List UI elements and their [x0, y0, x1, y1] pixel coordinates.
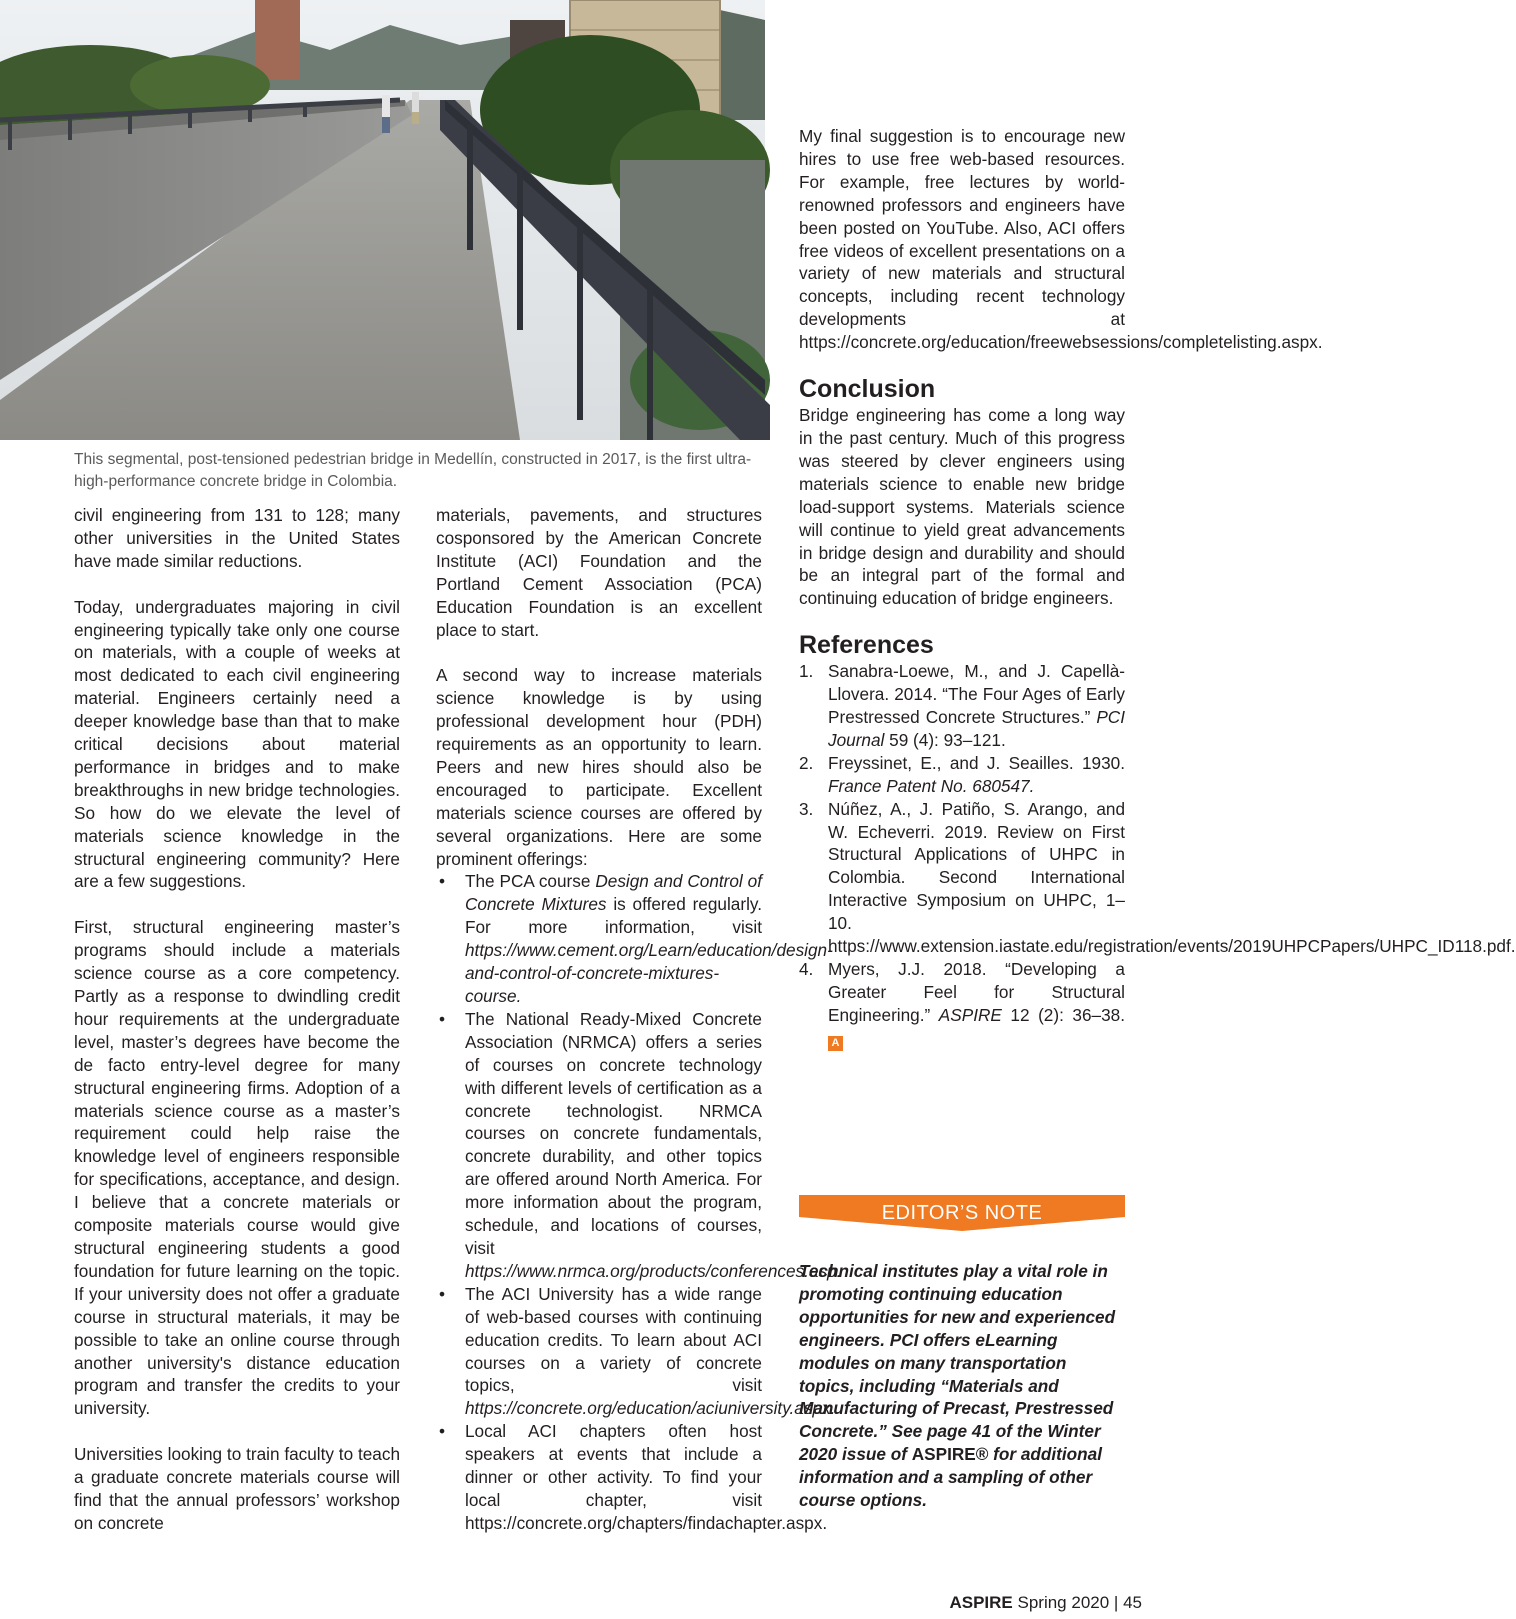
list-item: • The PCA course Design and Control of Concrete Mixtures is offered regularly. For more information, visit https://www.cement.org/Learn/education/design-and-control-of-concrete-mixtures-course.: [439, 871, 833, 1007]
bridge-photo: [0, 0, 765, 440]
paragraph: My final suggestion is to encourage new hires to use free web-based resources. For example, free lectures by world-renowned professors and engineers have been posted on YouTube. Also, ACI offers free videos of excellent presentations on a variety of new materials and structural concepts, including recent technology developments at https://concrete.org/education/freewebsessions/completelisting.aspx.: [799, 126, 1323, 353]
aspire-end-mark-icon: A: [828, 1036, 843, 1051]
bullet-icon: •: [439, 1283, 446, 1304]
photo-caption: This segmental, post-tensioned pedestrian bridge in Medellín, constructed in 2017, is the first ultra-high-performance concrete bridge in Colombia.: [74, 451, 752, 490]
aci-university-link[interactable]: https://concrete.org/education/aciuniversity.aspx.: [465, 1398, 836, 1419]
bullet-icon: •: [439, 1008, 446, 1029]
column-2: [436, 504, 842, 1535]
references-heading: References: [799, 631, 934, 660]
column-1: [74, 504, 400, 1558]
paragraph: Bridge engineering has come a long way in the past century. Much of this progress was steered by clever engineers using materials science to enable new bridge load-support systems. Materials science will continue to yield great advancements in bridge design and durability and should be an integral part of the formal and continuing education of bridge engineers.: [799, 405, 1125, 609]
editors-note-title: EDITOR’S NOTE: [881, 1202, 1043, 1224]
conclusion-heading: Conclusion: [799, 375, 936, 404]
paragraph: A second way to increase materials science knowledge is by using professional development hour (PDH) requirements as an opportunity to learn. Peers and new hires should also be encouraged to participate. Excellent materials science courses are offered by several organizations. Here are some prominent offerings:: [436, 665, 762, 869]
course-title: Design and Control of Concrete Mixtures: [465, 871, 763, 915]
reference-item: 2. Freyssinet, E., and J. Seailles. 1930. France Patent No. 680547.: [799, 752, 1125, 796]
page-footer: [900, 1593, 1142, 1619]
pca-course-link[interactable]: https://www.cement.org/Learn/education/design-and-control-of-concrete-mixtures-course.: [465, 940, 833, 1007]
list-item: • The ACI University has a wide range of web-based courses with continuing education credits. To learn about ACI courses on a variety of concrete topics, visit https://concrete.org/education/aciuniversity.aspx.: [439, 1283, 836, 1419]
nrmca-link[interactable]: https://www.nrmca.org/products/conferences.asp.: [465, 1260, 842, 1281]
paragraph: civil engineering from 131 to 128; many other universities in the United States have made similar reductions.: [74, 505, 400, 571]
list-item: • The National Ready-Mixed Concrete Association (NRMCA) offers a series of courses on concrete technology with different levels of certification as a concrete technologist. NRMCA courses on concrete fundamentals, concrete durability, and other topics are offered around North America. For more information about the program, schedule, and locations of courses, visit https://www.nrmca.org/products/conferences.asp.: [439, 1008, 842, 1281]
list-item: • Local ACI chapters often host speakers at events that include a dinner or other activity. To find your local chapter, visit https://concrete.org/chapters/findachapter.aspx.: [439, 1421, 828, 1533]
reference-item: 1. Sanabra-Loewe, M., and J. Capellà-Llovera. 2014. “The Four Ages of Early Prestressed Concrete Structures.” PCI Journal 59 (4): 93–121.: [799, 661, 1125, 750]
paragraph: Universities looking to train faculty to teach a graduate concrete materials course will find that the annual professors’ workshop on concrete: [74, 1444, 400, 1533]
paragraph: First, structural engineering master’s programs should include a materials science course as a core competency. Partly as a response to dwindling credit hour requirements at the undergraduate level, master’s degrees have become the de facto entry-level degree for many structural engineering firms. Adoption of a materials science course as a master’s requirement could help raise the knowledge level of engineers responsible for specifications, acceptance, and design. I believe that a concrete materials or composite materials course would give structural engineering students a good foundation for future learning on the topic. If your university does not offer a graduate course in structural materials, it may be possible to take an online course through another university's distance education program and transfer the credits to your university.: [74, 917, 400, 1419]
reference-item: 3. Núñez, A., J. Patiño, S. Arango, and W. Echeverri. 2019. Review on First Structural Applications of UHPC in Colombia. Second International Interactive Symposium on UHPC, 1–10. https://www.extension.iastate.edu/registration/events/2019UHPCPapers/UHPC_ID118.pdf.: [799, 798, 1516, 957]
issue-label: Spring 2020: [1017, 1593, 1110, 1612]
page-number: 45: [1123, 1593, 1142, 1612]
editors-note-banner: [799, 1195, 1125, 1231]
footer-separator: |: [1113, 1593, 1119, 1612]
paragraph: materials, pavements, and structures cosponsored by the American Concrete Institute (ACI) Foundation and the Portland Cement Association (PCA) Education Foundation is an excellent place to start.: [436, 505, 762, 640]
paragraph: Today, undergraduates majoring in civil engineering typically take only one course on materials, with a couple of weeks at most dedicated to each civil engineering material. Engineers certainly need a deeper knowledge base than that to make critical decisions about material performance in bridges and to make breakthroughs in new bridge technologies. So how do we elevate the level of materials science knowledge in the structural engineering community? Here are a few suggestions.: [74, 596, 400, 892]
editors-note-text: Technical institutes play a vital role in promoting continuing education opportunities for new and experienced engineers. PCI offers eLearning modules on many transportation topics, including “Materials and Manufacturing of Precast, Prestressed Concrete.” See page 41 of the Winter 2020 issue of ASPIRE® for additional information and a sampling of other course options.: [799, 1261, 1116, 1511]
offerings-list: [436, 870, 842, 1534]
references-list: [799, 660, 1516, 1051]
bullet-icon: •: [439, 871, 446, 892]
bullet-icon: •: [439, 1421, 446, 1442]
magazine-name: ASPIRE: [949, 1593, 1013, 1612]
column-3: [799, 125, 1516, 1051]
brand-name: ASPIRE®: [911, 1444, 989, 1465]
reference-item: 4. Myers, J.J. 2018. “Developing a Greater Feel for Structural Engineering.” ASPIRE 12 (2): 36–38. A: [799, 959, 1125, 1049]
